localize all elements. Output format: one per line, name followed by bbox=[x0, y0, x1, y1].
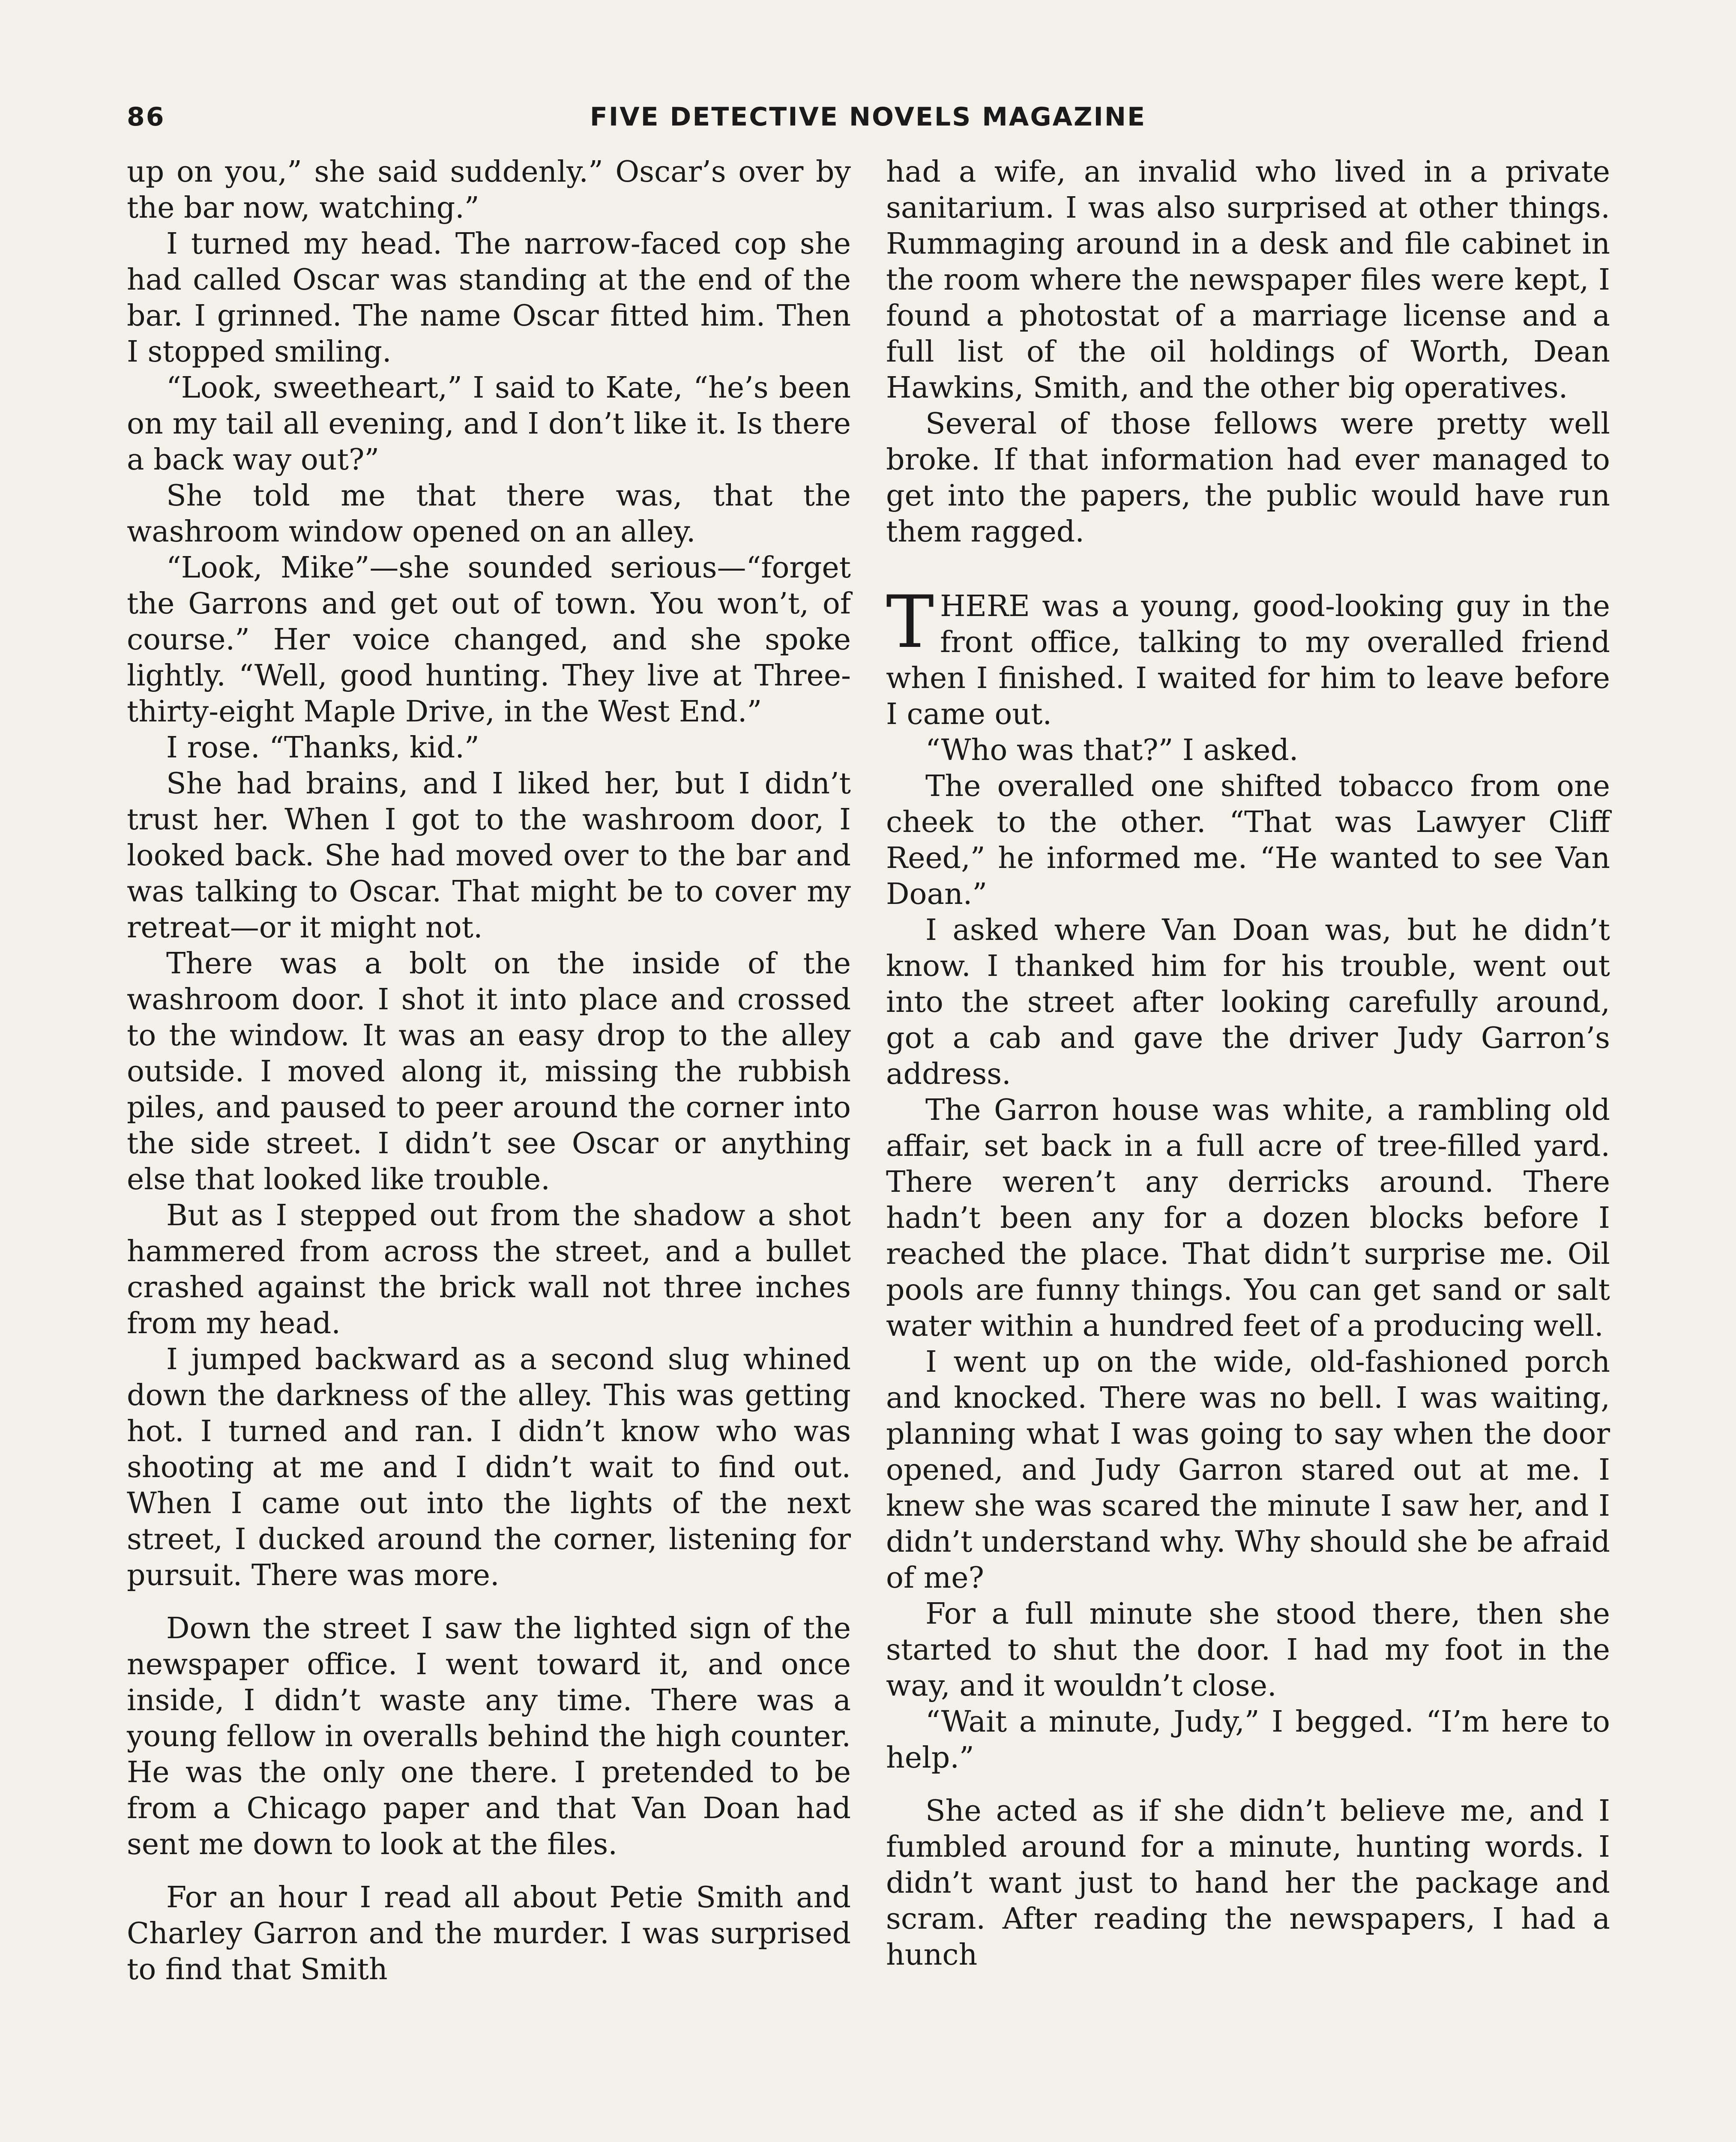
paragraph: Down the street I saw the lighted sign of the newspaper office. I went toward it, and once inside, I didn’t waste any time. There was a young fellow in overalls behind the high counter. He was the only one there. I pretended to be from a Chicago paper and that Van Doan had sent me down to look at the files. bbox=[127, 1612, 851, 1861]
paragraph: up on you,” she said suddenly.” Oscar’s over by the bar now, watching.” bbox=[127, 155, 851, 225]
paragraph: “Who was that?” I asked. bbox=[925, 733, 1299, 767]
paragraph: The overalled one shifted tobacco from one cheek to the other. “That was Lawyer Cliff Reed,” he informed me. “He wanted to see Van Doan.” bbox=[886, 769, 1610, 911]
paragraph: But as I stepped out from the shadow a shot hammered from across the street, and a bullet crashed against the brick wall not three inches from my head. bbox=[127, 1199, 851, 1340]
paragraph: I jumped backward as a second slug whined down the darkness of the alley. This was getting hot. I turned and ran. I didn’t know who was shooting at me and I didn’t wait to find out. When I came out into the lights of the next street, I ducked around the corner, listening for pursuit. There was more. bbox=[127, 1343, 851, 1592]
paragraph: “Look, sweetheart,” I said to Kate, “he’s been on my tail all evening, and I don’t like it. Is there a back way out?” bbox=[127, 371, 851, 477]
magazine-title: FIVE DETECTIVE NOVELS MAGAZINE bbox=[590, 102, 1146, 132]
paragraph: For an hour I read all about Petie Smith and Charley Garron and the murder. I was surprised to find that Smith bbox=[127, 1881, 851, 1986]
paragraph: had a wife, an invalid who lived in a private sanitarium. I was also surprised at other things. Rummaging around in a desk and file cabinet in the room where the newspaper files were kept, I found a photostat of a marriage license and a full list of the oil holdings of Worth, Dean Hawkins, Smith, and the other big operatives. bbox=[886, 155, 1610, 405]
paragraph: The Garron house was white, a rambling old affair, set back in a full acre of tree-filled yard. There weren’t any derricks around. There hadn’t been any for a dozen blocks before I reached the place. That didn’t surprise me. Oil pools are funny things. You can get sand or salt water within a hundred feet of a producing well. bbox=[886, 1093, 1610, 1343]
paragraph: I went up on the wide, old-fashioned porch and knocked. There was no bell. I was waiting, planning what I was going to say when the door opened, and Judy Garron stared out at me. I knew she was scared the minute I saw her, and I didn’t understand why. Why should she be afraid of me? bbox=[886, 1345, 1610, 1595]
drop-cap: T bbox=[886, 580, 934, 664]
page-number: 86 bbox=[127, 102, 165, 132]
paragraph: She had brains, and I liked her, but I didn’t trust her. When I got to the washroom door, I looked back. She had moved over to the bar and was talking to Oscar. That might be to cover my retreat—or it might not. bbox=[127, 767, 851, 945]
paragraph: Several of those fellows were pretty well broke. If that information had ever managed to get into the papers, the public would have run them ragged. bbox=[886, 407, 1610, 549]
paragraph: I turned my head. The narrow-faced cop she had called Oscar was standing at the end of the bar. I grinned. The name Oscar fitted him. Then I stopped smiling. bbox=[127, 227, 851, 369]
paragraph: She acted as if she didn’t believe me, and I fumbled around for a minute, hunting words. I didn’t want just to hand her the package and scram. After reading the newspapers, I had a hunch bbox=[886, 1794, 1610, 1972]
paragraph: I rose. “Thanks, kid.” bbox=[166, 731, 479, 765]
paragraph: “Look, Mike”—she sounded serious—“forget the Garrons and get out of town. You won’t, of course.” Her voice changed, and she spoke lightly. “Well, good hunting. They live at Three-thirty-eight Maple Drive, in the West End.” bbox=[127, 551, 851, 729]
paragraph: She told me that there was, that the washroom window opened on an alley. bbox=[127, 479, 851, 549]
right-column bbox=[886, 154, 1610, 1973]
section-opening-paragraph bbox=[886, 580, 1610, 733]
paragraph: I asked where Van Doan was, but he didn’t know. I thanked him for his trouble, went out into the street after looking carefully around, got a cab and gave the driver Judy Garron’s address. bbox=[886, 913, 1610, 1091]
paragraph: There was a bolt on the inside of the washroom door. I shot it into place and crossed to the window. It was an easy drop to the alley outside. I moved along it, missing the rubbish piles, and paused to peer around the corner into the side street. I didn’t see Oscar or anything else that looked like trouble. bbox=[127, 947, 851, 1197]
paragraph: “Wait a minute, Judy,” I begged. “I’m here to help.” bbox=[886, 1705, 1610, 1775]
paragraph-text: HERE was a young, good-looking guy in the front office, talking to my overalled friend when I finished. I waited for him to leave before I came out. bbox=[886, 589, 1610, 731]
page-header bbox=[0, 102, 1736, 149]
left-column bbox=[127, 154, 851, 1988]
paragraph: For a full minute she stood there, then she started to shut the door. I had my foot in the way, and it wouldn’t close. bbox=[886, 1597, 1610, 1703]
